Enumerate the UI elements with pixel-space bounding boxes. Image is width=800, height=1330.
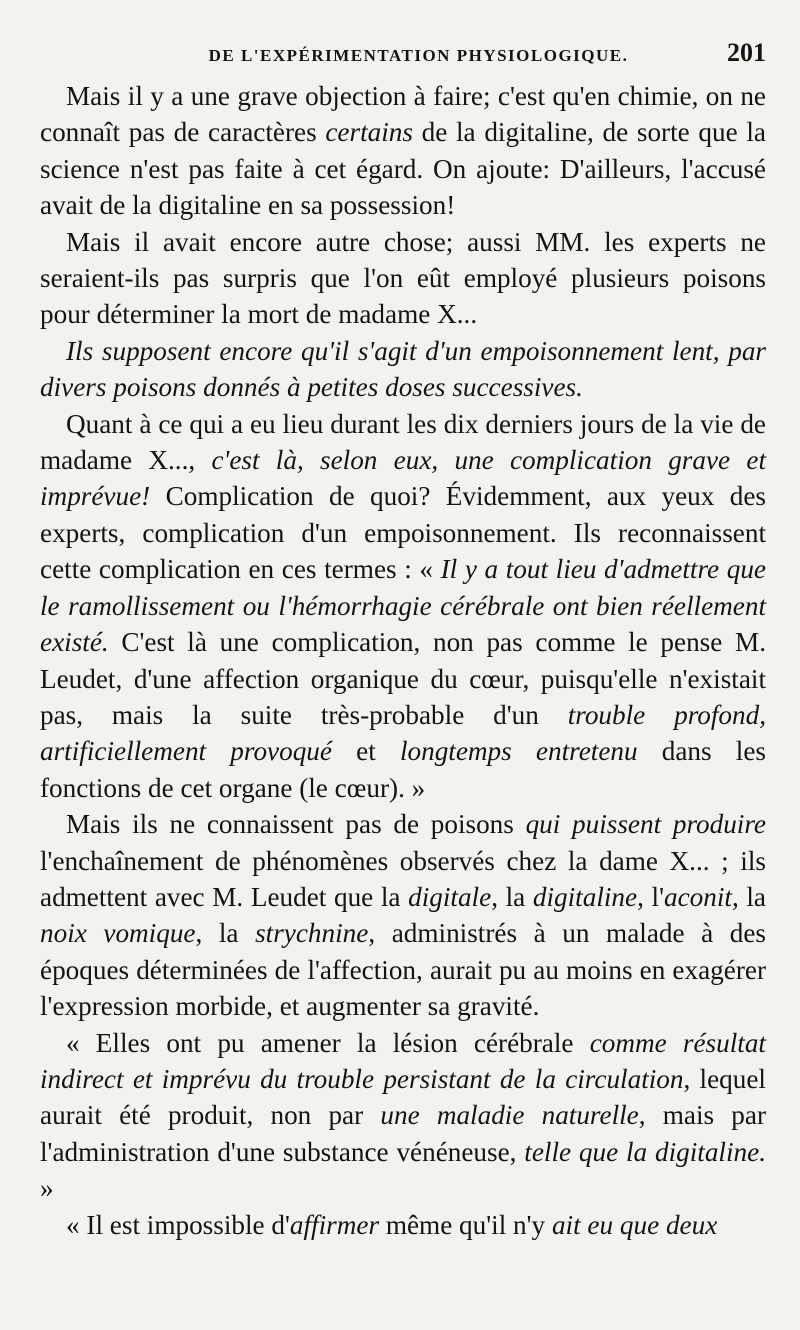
page-number: 201 <box>727 38 766 67</box>
text-run: Quant à ce qui a eu lieu durant les dix derniers jours de la vie de madame X..., <box>40 408 766 476</box>
italic-text: digitale <box>408 881 492 912</box>
paragraph <box>40 806 766 1024</box>
italic-text: longtemps entretenu <box>399 736 638 767</box>
text-run: » <box>40 1173 54 1204</box>
italic-text: une maladie naturelle <box>380 1100 639 1131</box>
text-run: , la <box>731 881 767 912</box>
paragraph <box>40 224 766 333</box>
body-text <box>40 78 766 1243</box>
text-run: dans les fonctions de cet organe (le cœur). » <box>40 736 766 803</box>
italic-text: affirmer <box>289 1209 380 1240</box>
text-run: Mais il avait encore autre chose; aussi MM. les experts ne seraient-ils pas surpris que l'on eût employé plusieurs poisons pour déterminer la mort de madame X... <box>40 226 766 330</box>
text-run: , la <box>195 918 256 949</box>
italic-text: qui puissent produire <box>525 809 767 840</box>
italic-text: trouble profond, artificiellement provoqué <box>40 699 766 767</box>
paragraph <box>40 333 766 406</box>
text-run: l'enchaînement de phénomènes observés chez la dame X... ; ils admettent avec M. Leudet que la <box>40 845 766 912</box>
text-run: de la digitaline, de sorte que la science n'est pas faite à cet égard. On ajoute: D'ailleurs, l'accusé avait de la digitaline en sa possession! <box>40 117 766 221</box>
text-run: Mais ils ne connaissent pas de poisons <box>66 809 526 840</box>
text-run: , administrés à un malade à des époques déterminées de l'affection, aurait pu au moins en exagérer l'expression morbide, et augmenter sa gravité. <box>40 918 767 1022</box>
italic-text: c'est là, selon eux, une complication grave et imprévue! <box>40 445 766 512</box>
paragraph <box>40 78 766 224</box>
italic-text: Il y a tout lieu d'admettre que le ramollissement ou l'hémorrhagie cérébrale ont bien réellement existé. <box>40 554 766 658</box>
italic-text: noix vomique <box>40 918 196 949</box>
running-title: DE L'EXPÉRIMENTATION PHYSIOLOGIQUE. <box>208 46 629 65</box>
italic-text: strychnine <box>255 918 369 949</box>
page-header <box>40 38 766 72</box>
paragraph <box>40 1207 766 1243</box>
text-run: , l' <box>637 881 664 912</box>
italic-text: comme résultat indirect et imprévu du trouble persistant de la circulation <box>40 1027 766 1094</box>
italic-text: Ils supposent encore qu'il s'agit d'un empoisonnement lent, par divers poisons donnés à petites doses successives. <box>40 335 766 403</box>
italic-text: digitaline <box>532 881 638 912</box>
text-run: C'est là une complication, non pas comme le pense M. Leudet, d'une affection organique du cœur, puisqu'elle n'existait pas, mais la suite très-probable d'un <box>40 627 766 730</box>
text-run: Complication de quoi? Évidemment, aux yeux des experts, complication d'un empoisonnement. Ils reconnaissent cette complication en ces termes : « <box>40 481 766 585</box>
text-run: Mais il y a une grave objection à faire; c'est qu'en chimie, on ne connaît pas de caractères <box>40 81 766 148</box>
text-run: et <box>331 736 400 767</box>
italic-text: ait eu que deux <box>551 1209 718 1240</box>
text-run: , lequel aurait été produit, non par <box>40 1063 766 1131</box>
paragraph <box>40 1025 766 1207</box>
text-run: « Il est impossible d' <box>66 1209 290 1240</box>
italic-text: aconit <box>663 881 732 912</box>
text-run: même qu'il n'y <box>379 1209 552 1240</box>
italic-text: certains <box>325 117 413 148</box>
text-run: « Elles ont pu amener la lésion cérébrale <box>66 1027 590 1058</box>
text-run: , mais par l'administration d'une substance vénéneuse, <box>40 1100 766 1167</box>
paragraph <box>40 406 766 806</box>
italic-text: telle que la digitaline. <box>524 1136 766 1167</box>
text-run: , la <box>491 881 533 912</box>
